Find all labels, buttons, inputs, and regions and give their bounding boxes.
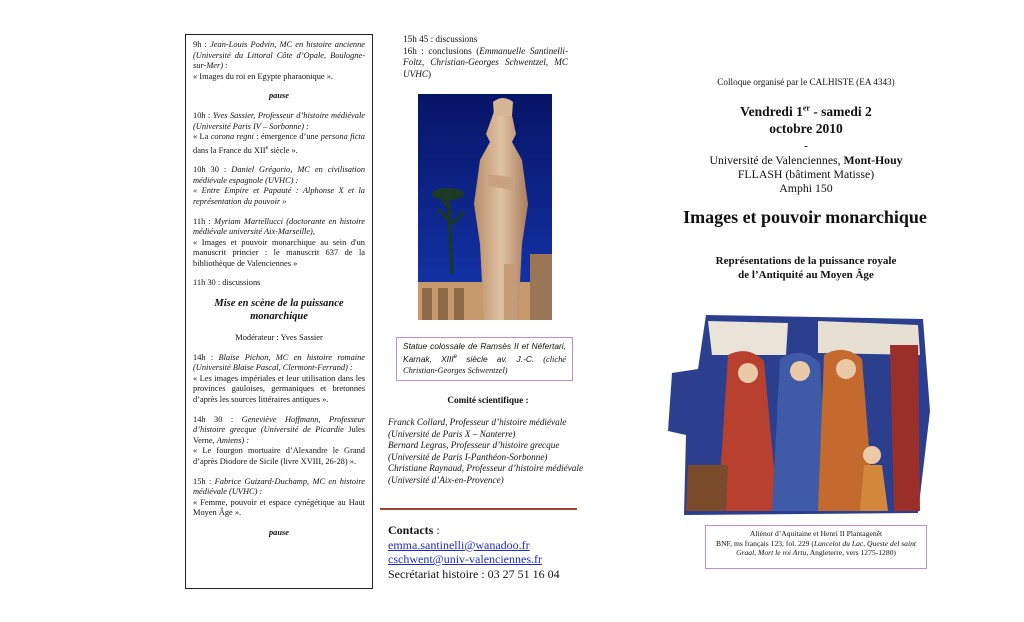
talk-speaker: Geneviève Hoffmann, Professeur d’histoire grecque (Université de Picardie	[193, 414, 366, 435]
email-link[interactable]: emma.santinelli@wanadoo.fr	[388, 537, 530, 552]
talk-1	[193, 40, 365, 82]
talk-time: 9h :	[193, 40, 211, 49]
organizer: Colloque organisé par le CALHISTE (EA 4343)	[717, 77, 895, 87]
talk-time: 10h 30 :	[193, 165, 232, 175]
talk-title: « Le fourgon mortuaire d’Alexandre le Grand d’après Diodore de Sicile (livre XVIII, 26-28) ».	[193, 446, 365, 467]
talk-time: 14h :	[193, 352, 219, 362]
talk-speaker: Fabrice Guizard-Duchamp, MC en histoire médiévale (UVHC) :	[193, 476, 365, 497]
talk-speaker: Blaise Pichon, MC en histoire romaine (Université Blaise Pascal, Clermont-Ferrand) :	[193, 352, 365, 373]
talk-speaker: Jean-Louis Podvin, MC en histoire ancienne (Université du Littoral Côte d’Opale, Boulogne-sur-Mer) :	[193, 40, 366, 71]
miniature-caption: Aliénor d’Aquitaine et Henri II Plantagenêt BNF, ms français 123, fol. 229 (Lancelot du Lac, Queste del saint Graal, Mort le roi Artu, Angleterre, vers 1275-1280)	[705, 525, 927, 569]
talk-time: 14h 30 :	[193, 414, 242, 424]
discussion-label: 11h 30 : discussions	[193, 278, 261, 288]
talk-time: 11h :	[193, 216, 215, 226]
pause-label: pause	[268, 527, 289, 537]
talk-time: 10h :	[193, 110, 213, 120]
talk-6: 14h 30 : Geneviève Hoffmann, Professeur d’histoire grecque (Université de Picardie Jules Verne, Amiens) : « Le fourgon mortuaire d’Alexandre le Grand d’après Diodore de Sicile (livre XVIII, 26-28) ».	[193, 414, 366, 467]
committee-member: Bernard Legras, Professeur d’histoire grecque (Université de Paris I-Panthéon-Sorbonne)	[388, 440, 560, 462]
committee-member: Franck Collard, Professeur d’histoire médiévale (Université de Paris X – Nanterre)	[388, 417, 567, 439]
talk-time: 15h :	[193, 476, 215, 486]
talk-2	[193, 111, 365, 156]
separator-dash: -	[804, 140, 808, 152]
ramses-statue-photo	[418, 94, 552, 320]
discussion-label: 15h 45 : discussions	[403, 34, 478, 44]
statue-caption: Statue colossale de Ramsès II et Néfertari, Karnak, XIIIe siècle av. J.-C. (cliché Christian-Georges Schwentzel)	[396, 337, 573, 381]
committee-member: Christiane Raynaud, Professeur d’histoire médiévale (Université d’Aix-en-Provence)	[388, 463, 584, 485]
talk-speaker: Daniel Grégorio, MC en civilisation médiévale espagnole (UVHC) :	[193, 165, 366, 185]
talk-7	[193, 477, 365, 519]
pause-label: pause	[268, 91, 289, 101]
talk-speaker: Yves Sassier, Professeur d’histoire médiévale (Université Paris IV – Sorbonne) :	[193, 110, 366, 131]
session-title: Mise en scène de la puissance monarchique	[214, 298, 344, 322]
venue: Université de Valenciennes, Mont-Houy FLLASH (bâtiment Matisse) Amphi 150	[709, 153, 903, 196]
talk-4	[193, 217, 365, 270]
subtitle: Représentations de la puissance royale de l’Antiquité au Moyen Âge	[715, 255, 897, 281]
main-title: Images et pouvoir monarchique	[683, 207, 927, 227]
talk-speaker: Myriam Martellucci (doctorante en histoire médiévale université Aix-Marseille),	[193, 216, 366, 237]
talk-3	[193, 165, 365, 207]
committee-list	[388, 417, 588, 487]
contacts-label: Contacts	[388, 523, 434, 537]
program-panel	[185, 34, 373, 589]
talk-title: « Images et pouvoir monarchique au sein d'un manuscrit princier : le manuscrit 637 de la bibliothèque de Valenciennes »	[193, 237, 365, 268]
email-link[interactable]: cschwent@univ-valenciennes.fr	[388, 552, 542, 566]
moderator: Modérateur : Yves Sassier	[235, 333, 323, 343]
talk-title: « Femme, pouvoir et espace cynégétique au Haut Moyen Âge ».	[193, 497, 365, 518]
divider	[380, 508, 577, 510]
medieval-miniature-image	[668, 315, 933, 515]
talk-title: « Entre Empire et Papauté : Alphonse X et la représentation du pouvoir »	[193, 186, 365, 206]
talk-title: « Les images impériales et leur utilisation dans les provinces gauloises, germaniques et bretonnes d’après les sources littéraires antiques ».	[193, 373, 365, 405]
talk-title: « Images du roi en Egypte pharaonique ».	[193, 71, 334, 81]
talk-5	[193, 353, 365, 406]
conclusions: 16h : conclusions (Emmanuelle Santinelli-Foltz, Christian-Georges Schwentzel, MC UVHC)	[403, 45, 569, 79]
closing-schedule	[403, 34, 568, 80]
event-dates: Vendredi 1er - samedi 2 octobre 2010	[740, 103, 872, 136]
secretariat-phone: Secrétariat histoire : 03 27 51 16 04	[388, 566, 560, 581]
committee-title: Comité scientifique :	[447, 395, 529, 405]
talk-title: « La corona regni : émergence d’une persona ficta dans la France du XIIe siècle ».	[193, 132, 365, 155]
contacts: Contacts : emma.santinelli@wanadoo.fr cschwent@univ-valenciennes.fr Secrétariat histoire : 03 27 51 16 04	[388, 523, 588, 581]
